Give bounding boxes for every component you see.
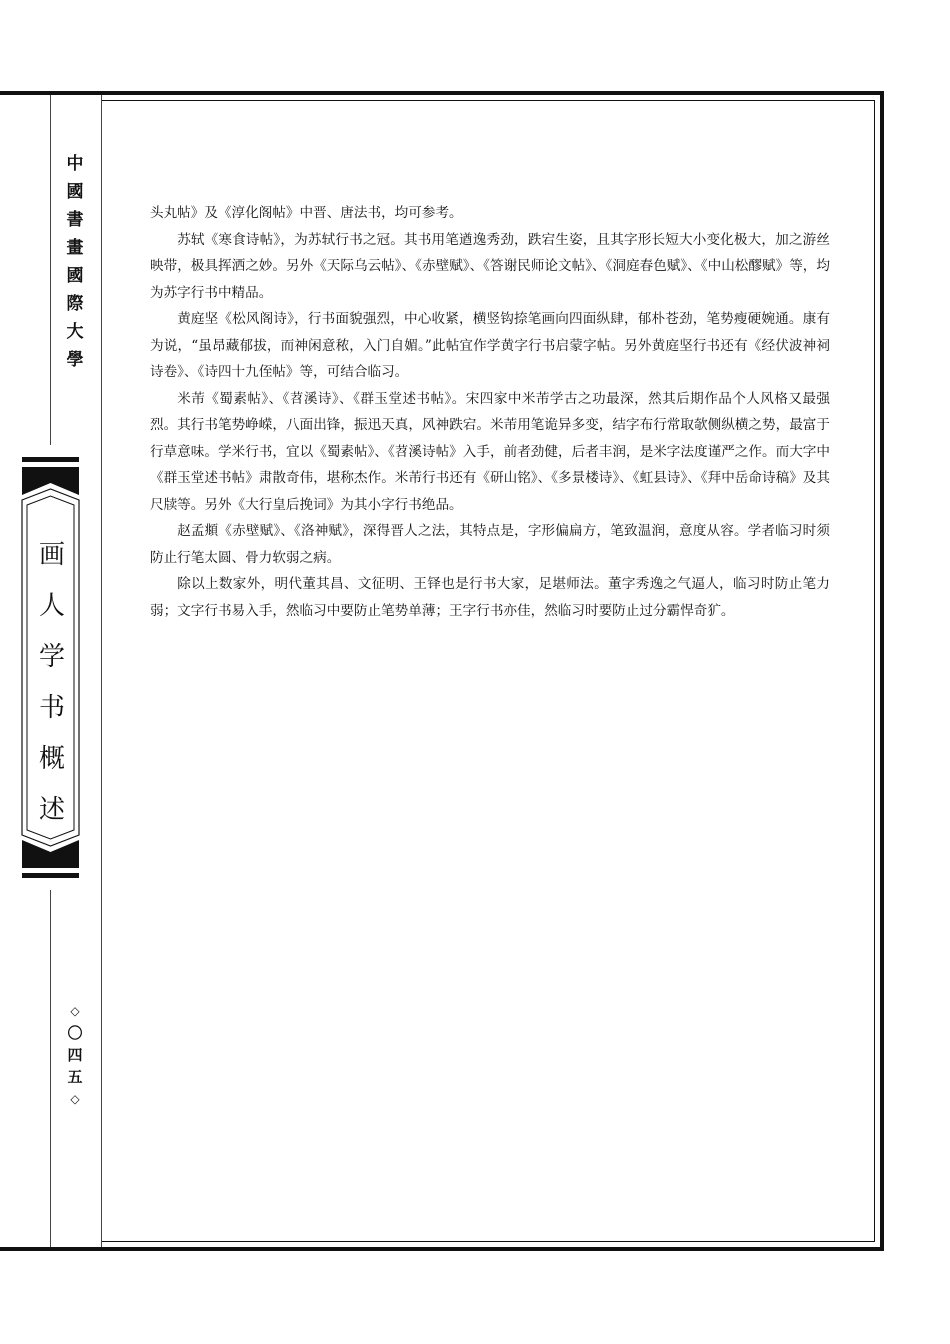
- publisher-name-vertical: 中 國 書 畫 國 際 大 學: [66, 154, 84, 370]
- page-number: ◇ 〇 四 五 ◇: [58, 1000, 92, 1110]
- diamond-icon: ◇: [70, 1004, 80, 1018]
- frame-right-inner-line: [874, 100, 875, 1242]
- paragraph: 除以上数家外，明代董其昌、文征明、王铎也是行书大家，足堪师法。董字秀逸之气逼人，临习时防止笔力弱；文字行书易入手，然临习中要防止笔势单薄；王字行书亦佳，然临习时要防止过分霸悍奇犷。: [150, 576, 830, 619]
- paragraph: 赵孟頫《赤壁赋》、《洛神赋》，深得晋人之法，其特点是，字形偏扁方，笔致温润，意度从容。学者临习时须防止行笔太圆、骨力软弱之病。: [150, 523, 830, 566]
- diamond-icon: ◇: [70, 1092, 80, 1106]
- frame-top-inner-line: [102, 100, 875, 101]
- frame-bottom-inner-line: [102, 1241, 875, 1242]
- margin-line-inner: [101, 95, 102, 1247]
- frame-right-border: [880, 91, 884, 1251]
- book-title-vertical: 画 人 学 书 概 述: [38, 540, 65, 825]
- frame-top-border: [0, 91, 884, 95]
- paragraph: 头丸帖》及《淳化阁帖》中晋、唐法书，均可参考。: [150, 205, 463, 221]
- body-text: [150, 200, 830, 624]
- paragraph: 黄庭坚《松风阁诗》，行书面貌强烈，中心收紧，横竖钩捺笔画向四面纵肆，郁朴苍劲，笔势瘦硬婉通。康有为说，“虽昂藏郁拔，而神闲意秾，入门自媚。”此帖宜作学黄字行书启蒙字帖。另外黄庭坚行书还有《经伏波神祠诗卷》、《诗四十九侄帖》等，可结合临习。: [150, 311, 830, 380]
- frame-bottom-border: [0, 1247, 884, 1251]
- paragraph: 苏轼《寒食诗帖》，为苏轼行书之冠。其书用笔遒逸秀劲，跌宕生姿，且其字形长短大小变化极大，加之游丝映带，极具挥洒之妙。另外《天际乌云帖》、《赤壁赋》、《答谢民师论文帖》、《洞庭春色赋》、《中山松醪赋》等，均为苏字行书中精品。: [150, 231, 830, 301]
- paragraph: 米芾《蜀素帖》、《苕溪诗》、《群玉堂述书帖》。宋四家中米芾学古之功最深，然其后期作品个人风格又最强烈。其行书笔势峥嵘，八面出锋，振迅天真，风神跌宕。米芾用笔诡异多变，结字布行常取欹侧纵横之势，最富于行草意味。学米行书，宜以《蜀素帖》、《苕溪诗帖》入手，前者劲健，后者丰润，是米字法度谨严之作。而大字中《群玉堂述书帖》肃散奇伟，堪称杰作。米芾行书还有《研山铭》、《多景楼诗》、《虹县诗》、《拜中岳命诗稿》及其尺牍等。另外《大行皇后挽词》为其小字行书绝品。: [150, 390, 830, 513]
